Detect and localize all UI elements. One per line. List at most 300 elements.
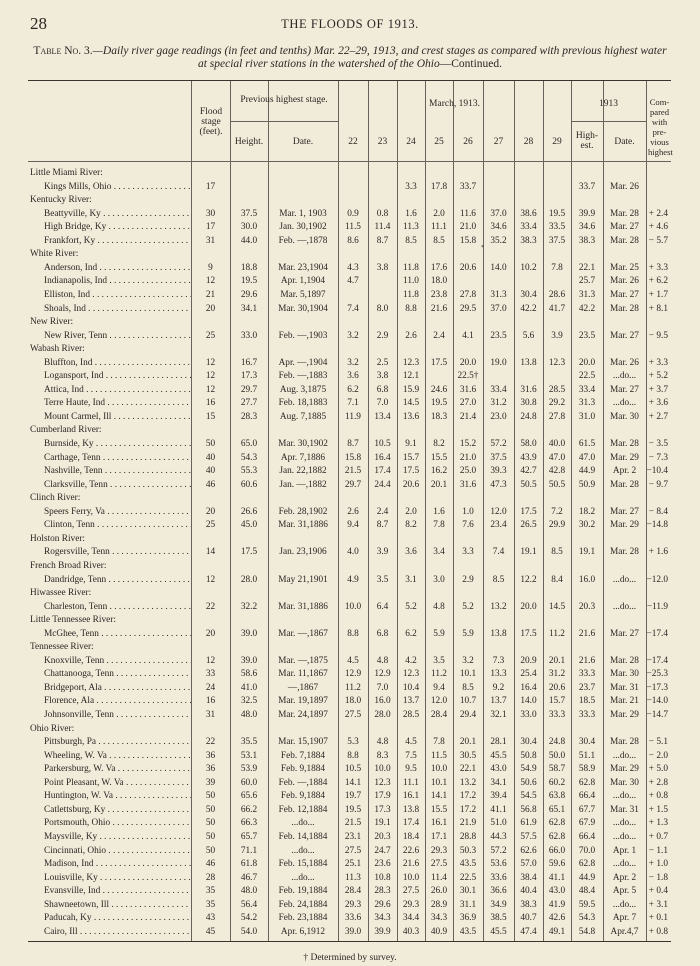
table-cell: + 6.2 [648,276,668,287]
table-row [28,601,671,615]
table-cell: 13.4 [374,411,391,422]
table-cell: 12.0 [490,506,507,517]
table-cell: 4.5 [347,655,359,666]
table-cell: 27.8 [459,289,477,300]
table-cell: + 2.4 [648,208,668,219]
table-cell: 36 [205,764,216,775]
river-name: Tennessee River: [30,642,94,653]
table-cell: 3.0 [433,574,445,585]
table-cell: ...do... [612,574,637,585]
table-cell: 39.3 [490,466,507,477]
table-cell: 34.6 [490,222,507,233]
table-cell: Apr. 6,1912 [280,926,326,937]
table-cell: 31.2 [490,398,507,409]
table-cell: − 3.5 [648,439,668,449]
table-cell: Jan. 22,1882 [279,466,327,477]
table-cell: 40 [205,466,216,477]
table-cell: 62.8 [578,777,596,788]
table-cell: 8.5 [551,547,563,558]
table-cell: 7.2 [551,506,563,517]
table-cell: 2.6 [405,330,417,341]
table-cell: 47.3 [490,479,507,490]
table-cell: 63.8 [548,791,566,802]
table-cell: 32.2 [240,601,258,612]
table-cell: 43 [205,913,216,924]
table-cell: 10.0 [374,764,391,775]
table-row [28,479,671,493]
table-row [28,655,671,669]
river-section-row [28,723,671,737]
caption-text: —Daily river gage readings (in feet and tenths) Mar. 22–29, 1913, and crest stages as compared with previous highest water at special river stations in the watershed of the Ohio [92,45,667,70]
table-row [28,899,671,913]
table-cell: Apr. 7 [612,913,637,924]
table-cell: 39.0 [344,926,362,937]
table-cell: 10.1 [430,777,448,788]
table-cell: 18.0 [430,276,448,287]
table-cell: 21 [205,289,216,300]
table-cell: 33 [205,669,216,680]
table-cell: − 9.7 [648,479,668,490]
table-cell: 22.1 [459,764,477,775]
table-cell: −25.3 [646,669,668,680]
table-row [28,763,671,777]
table-cell: 31.6 [520,384,537,395]
table-cell: 31.1 [459,899,477,910]
table-cell: 3.5 [433,655,445,666]
table-cell: ...do... [612,750,637,761]
river-section-row [28,343,671,357]
table-cell: 15.9 [402,384,420,395]
table-cell: 11.2 [431,669,447,680]
table-cell: 10.0 [344,601,362,612]
header-march-1913: March, 1913. [429,99,480,109]
table-cell: 25.1 [344,859,362,870]
table-cell: Feb. 19,1884 [278,886,328,897]
header-compared: Com-pared with pre-vious highest [648,97,673,157]
table-cell: Mar. 30,1904 [278,303,328,314]
table-cell: 50.9 [578,479,596,490]
table-cell: Mar. 19,1897 [278,696,328,707]
table-cell: 20.1 [430,479,448,490]
table-cell: 31.3 [578,289,596,300]
river-section-row [28,316,671,330]
station-name: Shawneetown, Ill . . . [28,899,191,913]
table-cell: 44.9 [578,872,596,883]
table-cell: 11.9 [345,411,361,422]
table-cell: 3.9 [376,547,389,558]
river-name: Ohio River: [30,723,75,734]
table-cell: + 5.0 [648,764,668,775]
table-cell: 41.0 [240,682,258,693]
table-cell: 17.5 [520,506,537,517]
station-name: Johnsonville, Tenn . . . [28,709,191,723]
table-cell: 42.2 [578,303,596,314]
table-row [28,668,671,682]
station-name: Knoxville, Tenn . . . [28,655,191,669]
table-cell: 30.4 [578,737,596,748]
river-section-row [28,248,671,262]
table-cell: 27.5 [430,859,448,870]
table-cell: Feb. —,1903 [278,330,328,341]
table-cell: 12.3 [374,777,391,788]
table-cell: 50 [205,804,216,815]
table-cell: 55.3 [240,466,258,477]
table-cell: + 3.3 [648,357,668,368]
table-cell: 7.5 [405,750,417,761]
table-cell: 5.9 [462,628,474,639]
table-cell: 21.5 [344,466,362,477]
table-cell: + 0.8 [648,791,668,802]
table-cell: 38.6 [520,208,537,219]
table-cell: 2.5 [376,357,389,368]
table-cell: 33.4 [520,222,537,233]
table-cell: 2.9 [376,330,389,341]
table-cell: 20.3 [578,601,596,612]
table-cell: 13.8 [402,804,420,815]
table-cell: Mar. 26 [610,181,639,192]
table-cell: 35 [205,886,216,897]
table-cell: 35.2 [490,235,507,246]
table-cell: 29.2 [548,398,566,409]
table-cell: + 8.1 [648,303,668,314]
table-row [28,885,671,899]
table-cell: 25 [205,520,216,531]
table-cell: 2.4 [433,330,445,341]
table-cell: 12.9 [344,669,362,680]
header-1913: 1913 [599,99,618,109]
station-name: Evansville, Ind . . . [28,885,191,899]
table-cell: + 2.7 [648,411,668,422]
table-cell: 17.6 [430,262,448,273]
table-cell: 24.8 [520,411,537,422]
table-cell: 50 [205,845,216,856]
table-cell: 48.4 [578,886,596,897]
table-cell: 38.4 [520,872,537,883]
table-cell: Mar. 29 [610,452,639,463]
table-cell: Mar. 27 [610,330,639,341]
table-cell: 19.0 [490,357,507,368]
table-cell: 34.3 [374,913,391,924]
table-cell: + 2.8 [648,777,668,788]
table-cell: 8.5 [462,682,474,693]
table-cell: 21.4 [459,411,477,422]
table-cell: 17.3 [374,804,391,815]
table-cell: 48.0 [240,886,258,897]
table-cell: 10.0 [402,872,420,883]
table-cell: 4.8 [376,737,389,748]
table-cell: 65.7 [240,831,258,842]
table-cell: 12 [205,655,216,666]
table-cell: 7.6 [462,520,474,531]
station-name: Cairo, Ill . . . [28,926,191,940]
table-cell: 65.1 [548,804,566,815]
table-cell: 24.8 [548,737,566,748]
table-cell: 40.9 [430,926,448,937]
table-cell: Mar. 31,1886 [278,520,328,531]
table-cell: 22.5 [459,872,477,883]
table-cell: 16 [205,398,216,409]
table-cell: 29.3 [344,899,362,910]
table-cell: 15.5 [430,452,448,463]
table-cell: 6.4 [376,601,389,612]
table-cell: 50 [205,831,216,842]
table-cell: 30 [205,208,216,219]
table-cell: 35 [205,899,216,910]
table-cell: 56.8 [520,804,537,815]
table-cell: 2.6 [347,506,359,517]
table-cell: 15.8 [459,235,477,246]
table-cell: 21.6 [430,303,448,314]
table-cell: 17 [205,222,216,233]
table-cell: 28 [205,872,216,883]
table-cell: Apr. —,1904 [278,357,328,368]
table-cell: 31.3 [490,289,507,300]
table-cell: Mar. 1, 1903 [279,208,327,219]
table-cell: 23.1 [344,831,362,842]
table-cell: Feb. 14,1884 [278,831,328,842]
table-cell: 57.2 [490,845,507,856]
table-cell: Feb. 18,1883 [278,398,328,409]
table-row [28,817,671,831]
table-cell: 15.2 [459,439,477,449]
table-cell: −12.0 [646,574,668,585]
table-cell: 58.0 [520,439,537,449]
station-name: New River, Tenn . . . [28,330,191,344]
station-name: Kings Mills, Ohio . . . [28,181,191,195]
table-cell: 8.7 [347,439,359,449]
table-cell: 34.4 [402,913,420,924]
table-cell: 28.0 [374,710,391,720]
table-cell: 10.5 [374,439,391,449]
river-section-row [28,560,671,574]
table-cell: 37.5 [548,235,566,246]
header-day: 27 [493,137,504,147]
table-cell: 61.9 [520,818,537,829]
table-cell: 62.8 [578,859,596,870]
header-day: 25 [434,137,444,147]
table-cell: Mar. 28 [610,547,639,558]
table-cell: Mar. 31,1886 [278,601,328,612]
table-cell: 20.6 [459,262,477,273]
table-cell: 66.4 [578,831,596,842]
table-cell: + 0.7 [648,831,668,842]
table-cell: 3.1 [405,574,417,585]
table-cell: 71.1 [240,845,258,856]
table-cell: 38.3 [520,899,537,910]
table-cell: Mar. 27 [610,506,639,517]
table-cell: 20.6 [402,479,420,490]
table-cell: 18.0 [344,696,362,707]
table-cell: 11.3 [403,222,419,233]
table-cell: 54.2 [240,913,258,924]
table-cell: 13.7 [402,696,420,707]
river-name: Hiwassee River: [30,588,92,599]
table-cell: 13.8 [490,628,507,639]
header-day: 24 [406,137,416,147]
table-cell: 3.5 [376,574,389,585]
table-cell: Mar. 15,1907 [278,737,328,748]
station-name: Anderson, Ind . . . [28,262,191,276]
table-cell: 31 [205,235,216,246]
table-cell: 10.4 [402,682,420,693]
table-cell: 11.5 [431,750,447,761]
table-cell: 21.6 [402,859,420,870]
table-cell: 30.1 [459,886,477,897]
river-section-row [28,167,671,181]
river-name: Kentucky River: [30,195,92,206]
table-cell: 19.1 [520,547,537,558]
table-row [28,804,671,818]
table-cell: Mar. 26 [610,276,639,287]
table-cell: Mar. 30 [610,411,639,422]
table-cell: 3.8 [376,262,389,273]
header-day: 29 [552,137,562,147]
table-cell: + 3.6 [648,398,668,409]
table-cell: 5.2 [405,601,417,612]
station-name: Bridgeport, Ala . . . [28,682,191,696]
header-highest: High-est. [575,131,599,151]
header-1913-date: Date. [614,137,635,147]
station-name: McGhee, Tenn . . . [28,628,191,642]
table-cell: 33.7 [578,181,596,192]
table-cell: Mar. 24,1897 [278,710,328,720]
table-cell: 11.5 [345,222,361,233]
table-cell: 20.1 [459,737,477,748]
table-cell: 50 [205,439,216,449]
table-cell: 34.1 [490,777,507,788]
table-cell: 20.6 [548,682,566,693]
table-cell: 28.9 [430,899,448,910]
table-cell: 17.5 [520,628,537,639]
table-row [28,845,671,859]
table-cell: 33.3 [578,669,596,680]
table-cell: Mar. 28 [610,235,639,246]
table-cell: 8.0 [376,303,389,314]
table-row [28,628,671,642]
table-cell: 13.6 [402,411,420,422]
table-row [28,574,671,588]
table-row [28,736,671,750]
table-cell: 8.2 [405,520,417,531]
table-cell: 6.2 [347,384,359,395]
table-row [28,452,671,466]
table-cell: Mar. 28 [610,303,639,314]
table-cell: 36 [205,750,216,761]
table-cell: Mar. 31 [610,804,639,815]
table-cell: Mar. 23,1904 [278,262,328,273]
station-name: Louisville, Ky . . . [28,872,191,886]
table-row [28,926,671,940]
table-cell: 23.6 [374,859,391,870]
table-cell: 9.4 [347,520,359,531]
table-cell: 29.7 [344,479,362,490]
table-cell: 40.7 [520,913,537,924]
table-cell: 65.0 [240,439,258,449]
table-cell: 10.7 [459,696,477,707]
table-cell: 33.6 [344,913,362,924]
table-cell: 15.7 [548,696,566,707]
table-row [28,695,671,709]
table-cell: Feb. 15,1884 [278,859,328,870]
table-cell: 7.8 [433,737,445,748]
table-cell: 41.1 [548,872,566,883]
table-cell: 45.5 [490,750,507,761]
table-cell: Mar. 28 [610,655,639,666]
table-cell: Mar. 25 [610,262,639,273]
table-cell: 8.6 [347,235,359,246]
table-cell: + 0.4 [648,886,668,897]
table-cell: 16.0 [578,574,596,585]
table-cell: 4.2 [405,655,417,666]
table-cell: 10.2 [520,262,537,273]
table-cell: 57.5 [520,831,537,842]
table-cell: 11.4 [431,872,447,883]
table-cell: 25.7 [578,276,596,287]
caption-suffix: —Continued. [439,58,503,70]
table-cell: Apr. 1 [612,845,637,856]
table-cell: 8.5 [492,574,505,585]
river-section-row [28,194,671,208]
table-cell: 15.7 [402,452,420,463]
river-name: Wabash River: [30,344,85,355]
table-caption [30,45,670,71]
table-cell: 11.4 [374,222,391,233]
table-cell: 28.5 [402,710,420,720]
table-cell: 12.3 [548,357,566,368]
table-cell: 20.1 [548,655,566,666]
table-cell: 6.8 [376,628,389,639]
table-cell: 3.2 [347,357,359,368]
table-cell: 50.3 [459,845,477,856]
table-cell: 30.4 [520,289,537,300]
table-cell: 19.7 [344,791,362,802]
table-cell: 54.9 [520,764,537,775]
table-cell: 16.4 [520,682,537,693]
table-cell: 54.8 [578,926,596,937]
table-cell: 3.3 [405,181,417,192]
table-cell: 37.0 [490,208,507,219]
table-cell: 54.3 [578,913,596,924]
table-cell: Mar. 30 [610,777,639,788]
table-cell: 66.4 [578,791,596,802]
table-cell: 60.2 [548,777,566,788]
table-cell: 19.5 [240,276,258,287]
table-cell: 13.3 [490,669,507,680]
table-cell: 16 [205,696,216,707]
table-cell: 26.6 [240,506,258,517]
table-cell: + 0.1 [648,913,668,924]
table-cell: −17.3 [646,682,668,693]
table-cell: 59.6 [548,859,566,870]
table-cell: 9 [208,262,213,273]
station-name: Indianapolis, Ind . . . [28,275,191,289]
table-cell: 40.0 [548,439,566,449]
table-cell: Mar. 28 [610,208,639,219]
table-cell: 31.3 [578,398,596,409]
table-cell: Mar. 27 [610,628,639,639]
table-cell: 9.5 [405,764,417,775]
table-cell: 0.8 [376,208,389,219]
table-cell: 11.3 [345,872,361,883]
table-cell: Feb. —,1883 [278,371,328,382]
table-row [28,831,671,845]
table-cell: 4.5 [405,737,417,748]
table-cell: 7.4 [492,547,505,558]
table-cell: 34.6 [578,222,596,233]
station-name: Nashville, Tenn . . . [28,465,191,479]
table-cell: Feb. 28,1902 [278,506,328,517]
table-cell: 60.0 [240,777,258,788]
